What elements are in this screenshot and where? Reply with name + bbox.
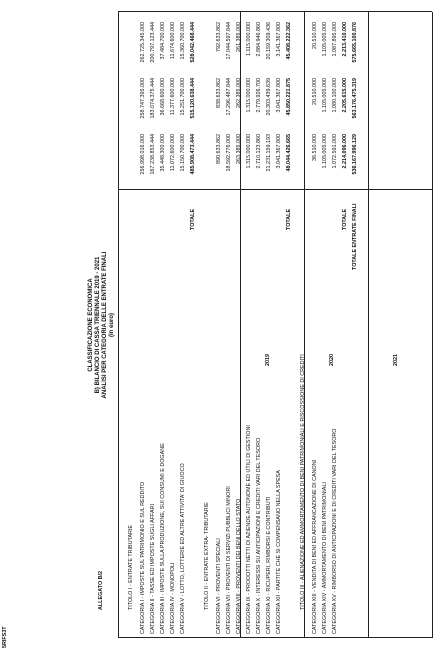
- category-label: CATEGORIA XI - RICUPERI, RIMBORSI E CONTRIBUTI: [266, 496, 272, 634]
- category-value: 17.044.597.844: [226, 22, 232, 60]
- section-title: TITOLO I - ENTRATE TRIBUTARIE: [128, 525, 134, 610]
- grand-total-value: 536.167.996.129: [352, 134, 358, 175]
- category-value: 167.238.853.444: [150, 134, 156, 175]
- category-value: 15.150.700.000: [180, 134, 186, 172]
- category-value: 1.115.000.000: [246, 22, 252, 57]
- category-value: 21.231.159.193: [266, 134, 272, 172]
- category-value: 838.633.862: [216, 78, 222, 108]
- category-label: CATEGORIA VIII - PROVENTI DEI BENI DELLO STATO: [236, 498, 242, 634]
- category-label: CATEGORIA XII - PARTITE CHE SI COMPENSANO NELLA SPESA: [276, 470, 282, 634]
- category-value: 1.080.100.000: [332, 78, 338, 113]
- total-label: TOTALE: [342, 208, 348, 230]
- total-value: 515.120.638.444: [190, 78, 196, 119]
- year-header-2021: 2021: [393, 354, 399, 366]
- category-value: 20.510.000: [312, 22, 318, 49]
- total-value: 2.213.410.000: [342, 22, 348, 57]
- grand-total-label: TOTALE ENTRATE FINALI: [352, 203, 358, 270]
- title-line-1: CLASSIFICAZIONE ECONOMICA: [88, 278, 94, 372]
- total-value: 45.850.221.875: [286, 78, 292, 116]
- category-value: 200.797.123.444: [150, 22, 156, 63]
- category-value: 261.385.000: [236, 22, 242, 52]
- category-value: 1.105.005.000: [322, 78, 328, 113]
- section-title: TITOLO III - ALIENAZIONE ED AMMORTAMENTO DI BENI PATRIMONIALI E RISCOSSIONE DI CREDITI: [300, 354, 306, 610]
- title-line-2: B) BILANCIO DI CASSA TRIENNALE 2019 - 2021: [95, 256, 101, 394]
- title-line-4: (in euro): [109, 313, 115, 337]
- category-value: 2.884.946.860: [256, 22, 262, 57]
- category-value: 1.072.591.000: [332, 134, 338, 169]
- category-value: 18.592.776.000: [226, 134, 232, 172]
- category-label: CATEGORIA I - IMPOSTE SUL PATRIMONIO E SUL REDDITO: [140, 481, 146, 634]
- category-label: CATEGORIA VI - PROVENTI SPECIALI: [216, 538, 222, 634]
- category-value: 37.484.700.000: [160, 22, 166, 60]
- category-label: CATEGORIA VII - PROVENTI DI SERVIZI PUBBLICI MINORI: [226, 486, 232, 634]
- category-value: 1.105.005.000: [322, 22, 328, 57]
- category-value: 1.087.895.000: [332, 22, 338, 57]
- category-value: 11.377.600.000: [170, 78, 176, 116]
- category-value: 36.668.600.000: [160, 78, 166, 116]
- total-value: 2.205.615.000: [342, 78, 348, 113]
- category-value: 15.360.700.000: [180, 22, 186, 60]
- category-value: 2.710.123.860: [256, 134, 262, 169]
- category-label: CATEGORIA X - INTERESSI SU ANTICIPAZIONI E CREDITI VARI DEL TESORO: [256, 437, 262, 634]
- category-label: CATEGORIA XIV - AMMORTAMENTO DI BENI PATRIMONIALI: [322, 482, 328, 634]
- category-value: 3.041.367.800: [276, 78, 282, 113]
- category-label: CATEGORIA XIII - VENDITA DI BENI ED AFFRANCAZIONE DI CANONI: [312, 459, 318, 634]
- total-value: 485.908.473.444: [190, 134, 196, 175]
- category-value: 1.105.005.000: [322, 134, 328, 169]
- year-header-2019: 2019: [265, 354, 271, 366]
- category-label: CATEGORIA V - LOTTO, LOTTERIE ED ALTRE ATTIVITA' DI GIUOCO: [180, 463, 186, 634]
- category-value: 20.510.000: [312, 78, 318, 105]
- total-value: 45.408.222.362: [286, 22, 292, 60]
- category-value: 183.074.375.444: [150, 78, 156, 119]
- section-title: TITOLO II - ENTRATE EXTRA- TRIBUTARIE: [204, 502, 210, 610]
- page-code: 5RIFS3T: [2, 626, 8, 648]
- category-value: 11.674.600.000: [170, 22, 176, 60]
- total-value: 528.042.468.444: [190, 22, 196, 63]
- category-value: 256.998.016.000: [140, 134, 146, 175]
- category-value: 20.159.309.436: [266, 22, 272, 60]
- category-value: 2.779.926.700: [256, 78, 262, 113]
- grand-total-value: 563.176.475.319: [352, 78, 358, 119]
- category-value: 1.315.000.000: [246, 78, 252, 113]
- category-value: 3.041.367.800: [276, 134, 282, 169]
- category-value: 17.296.487.844: [226, 78, 232, 116]
- category-label: CATEGORIA II - TASSE ED IMPOSTE SUGLI AFFARI: [150, 504, 156, 634]
- total-value: 48.044.426.665: [286, 134, 292, 172]
- category-value: 35.448.300.000: [160, 134, 166, 172]
- category-value: 263.385.000: [236, 134, 242, 164]
- year-header-2020: 2020: [329, 354, 335, 366]
- total-label: TOTALE: [286, 208, 292, 230]
- category-value: 258.747.395.000: [140, 78, 146, 119]
- total-value: 2.214.096.000: [342, 134, 348, 169]
- category-label: CATEGORIA XV - RIMBORSO DI ANTICIPAZIONI E DI CREDITI VARI DEL TESORO: [332, 428, 338, 634]
- category-value: 262.725.345.000: [140, 22, 146, 63]
- category-value: 20.303.439.639: [266, 78, 272, 116]
- category-label: CATEGORIA IV - MONOPOLI: [170, 562, 176, 634]
- category-value: 11.072.600.000: [170, 134, 176, 172]
- grand-total-value: 575.665.100.876: [352, 22, 358, 63]
- category-value: 890.633.862: [216, 134, 222, 164]
- category-value: 262.385.000: [236, 78, 242, 108]
- annex-label: ALLEGATO B/2: [98, 570, 104, 610]
- category-label: CATEGORIA III - IMPOSTE SULLA PRODUZIONE, SUI CONSUMI E DOGANE: [160, 443, 166, 634]
- title-line-3: ANALISI PER CATEGORIA DELLE ENTRATE FINALI: [102, 251, 108, 399]
- category-value: 1.315.000.000: [246, 134, 252, 169]
- category-value: 3.141.367.800: [276, 22, 282, 57]
- total-label: TOTALE: [190, 208, 196, 230]
- category-label: CATEGORIA IX - PRODOTTI NETTI DI AZIENDE AUTONOME ED UTILI DI GESTIONI: [246, 425, 252, 634]
- category-value: 36.510.000: [312, 134, 318, 161]
- category-value: 15.251.700.000: [180, 78, 186, 116]
- category-value: 792.633.862: [216, 22, 222, 52]
